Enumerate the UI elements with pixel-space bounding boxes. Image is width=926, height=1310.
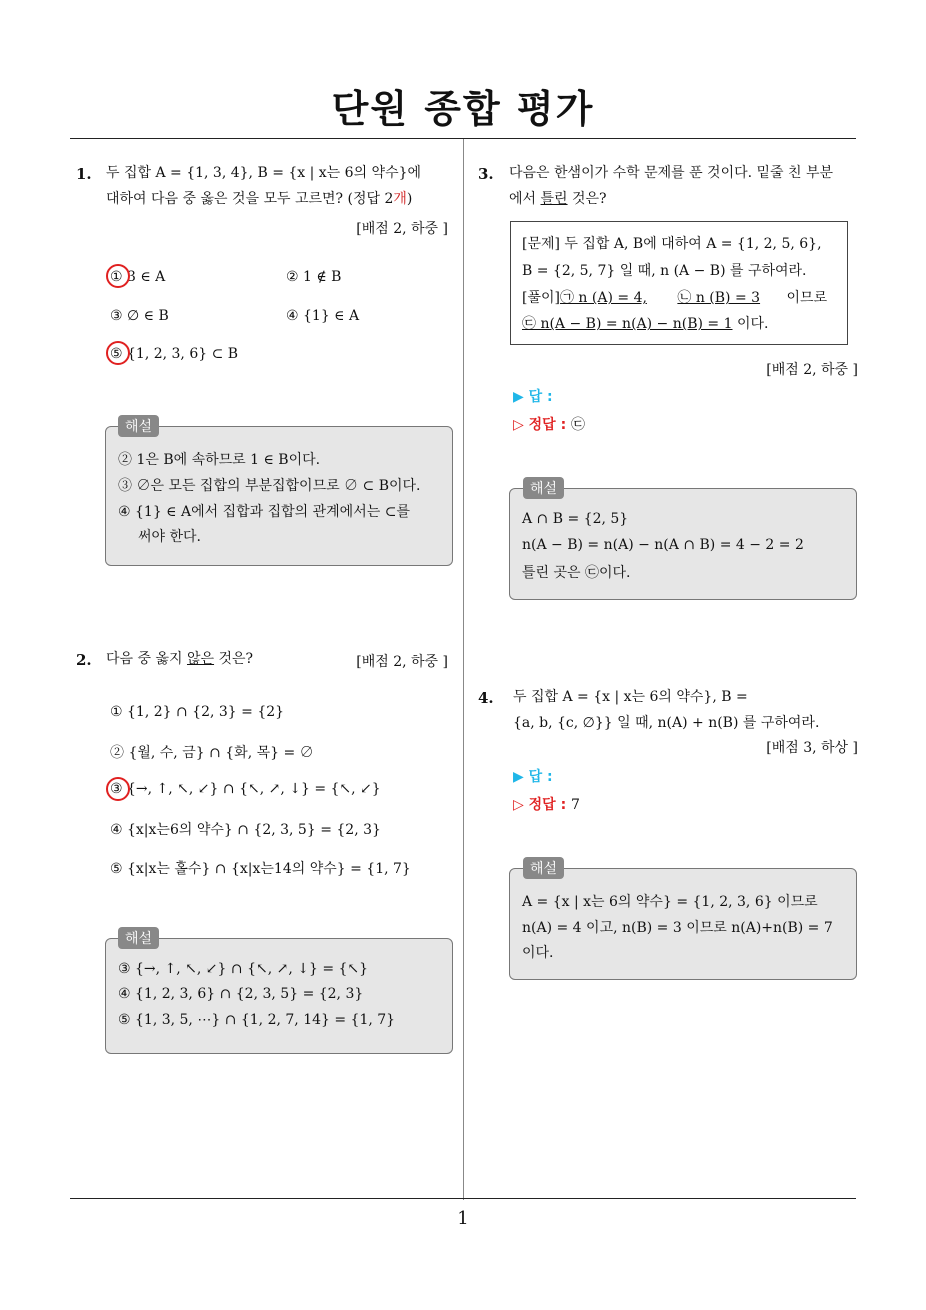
page-title: 단원 종합 평가 — [331, 87, 595, 131]
selected-mark — [106, 264, 130, 288]
option-2[interactable]: ② {월, 수, 금} ∩ {화, 목} = ∅ — [110, 745, 314, 761]
problem-line: [문제] 두 집합 A, B에 대하여 A = {1, 2, 5, 6}, — [522, 236, 822, 252]
question-text: 다음은 한샘이가 수학 문제를 푼 것이다. 밑줄 친 부분 — [509, 165, 834, 181]
explanation-label: 해설 — [523, 477, 564, 499]
option-5[interactable]: ⑤ {1, 2, 3, 6} ⊂ B — [110, 346, 239, 362]
question-text: 다음 중 옳지 않은 것은? — [106, 651, 254, 667]
explanation-box — [509, 488, 857, 600]
score-meta: [배점 3, 하상 ] — [766, 740, 858, 756]
option-4[interactable]: ④ {1} ∈ A — [286, 308, 360, 324]
question-text-line2: {a, b, {c, ∅}} 일 때, n(A) + n(B) 를 구하여라. — [513, 715, 820, 731]
question-number: 1. — [76, 165, 92, 183]
selected-mark — [106, 341, 130, 365]
option-4[interactable]: ④ {x|x는6의 약수} ∩ {2, 3, 5} = {2, 3} — [110, 822, 381, 838]
explanation-label: 해설 — [118, 415, 159, 437]
explanation-line: A = {x | x는 6의 약수} = {1, 2, 3, 6} 이므로 — [522, 894, 818, 910]
answer-label: ▶ 답 : — [513, 389, 553, 405]
question-text: 두 집합 A = {x | x는 6의 약수}, B = — [513, 689, 748, 705]
score-meta: [배점 2, 하중 ] — [356, 654, 448, 670]
question-text-line2: 에서 틀린 것은? — [509, 191, 607, 207]
explanation-line: ② 1은 B에 속하므로 1 ∈ B이다. — [118, 452, 321, 468]
explanation-line: ③ {→, ↑, ↖, ↙} ∩ {↖, ↗, ↓} = {↖} — [118, 961, 369, 977]
option-1[interactable]: ① 3 ∈ A — [110, 269, 166, 285]
explanation-line: ④ {1, 2, 3, 6} ∩ {2, 3, 5} = {2, 3} — [118, 986, 364, 1002]
question-text-line2: 대하여 다음 중 옳은 것을 모두 고르면? (정답 2개) — [106, 191, 413, 207]
option-3[interactable]: ③ ∅ ∈ B — [110, 308, 169, 324]
solution-line: ㉢ n(A − B) = n(A) − n(B) = 1 이다. — [522, 316, 769, 332]
correct-answer: ▷ 정답 : ㉢ — [513, 417, 586, 433]
explanation-line: n(A) = 4 이고, n(B) = 3 이므로 n(A)+n(B) = 7 — [522, 920, 833, 936]
question-number: 2. — [76, 651, 92, 669]
explanation-box — [509, 868, 857, 980]
explanation-line: n(A − B) = n(A) − n(A ∩ B) = 4 − 2 = 2 — [522, 537, 804, 553]
option-3[interactable]: ③ {→, ↑, ↖, ↙} ∩ {↖, ↗, ↓} = {↖, ↙} — [110, 781, 381, 797]
question-number: 4. — [478, 689, 494, 707]
explanation-line: 써야 한다. — [138, 529, 201, 545]
explanation-box — [105, 426, 453, 566]
explanation-label: 해설 — [118, 927, 159, 949]
solution-line: [풀이]㉠ n (A) = 4, ㉡ n (B) = 3 이므로 — [522, 290, 828, 306]
answer-label: ▶ 답 : — [513, 769, 553, 785]
score-meta: [배점 2, 하중 ] — [766, 362, 858, 378]
selected-mark — [106, 777, 130, 801]
explanation-line: ④ {1} ∈ A에서 집합과 집합의 관계에서는 ⊂를 — [118, 504, 410, 520]
explanation-box — [105, 938, 453, 1054]
option-1[interactable]: ① {1, 2} ∩ {2, 3} = {2} — [110, 704, 285, 720]
score-meta: [배점 2, 하중 ] — [356, 221, 448, 237]
explanation-line: 틀린 곳은 ㉢이다. — [522, 565, 631, 581]
explanation-line: ⑤ {1, 3, 5, ⋯} ∩ {1, 2, 7, 14} = {1, 7} — [118, 1012, 396, 1028]
column-divider — [463, 139, 464, 1200]
page-number: 1 — [457, 1208, 469, 1229]
bottom-rule — [70, 1198, 856, 1199]
explanation-line: A ∩ B = {2, 5} — [522, 511, 629, 527]
question-number: 3. — [478, 165, 494, 183]
question-text: 두 집합 A = {1, 3, 4}, B = {x | x는 6의 약수}에 — [106, 165, 422, 181]
explanation-line: ③ ∅은 모든 집합의 부분집합이므로 ∅ ⊂ B이다. — [118, 478, 421, 494]
option-5[interactable]: ⑤ {x|x는 홀수} ∩ {x|x는14의 약수} = {1, 7} — [110, 861, 411, 877]
explanation-line: 이다. — [522, 945, 554, 961]
problem-box — [510, 221, 848, 345]
option-2[interactable]: ② 1 ∉ B — [286, 269, 342, 285]
explanation-label: 해설 — [523, 857, 564, 879]
correct-answer: ▷ 정답 : 7 — [513, 797, 580, 813]
problem-line: B = {2, 5, 7} 일 때, n (A − B) 를 구하여라. — [522, 263, 807, 279]
